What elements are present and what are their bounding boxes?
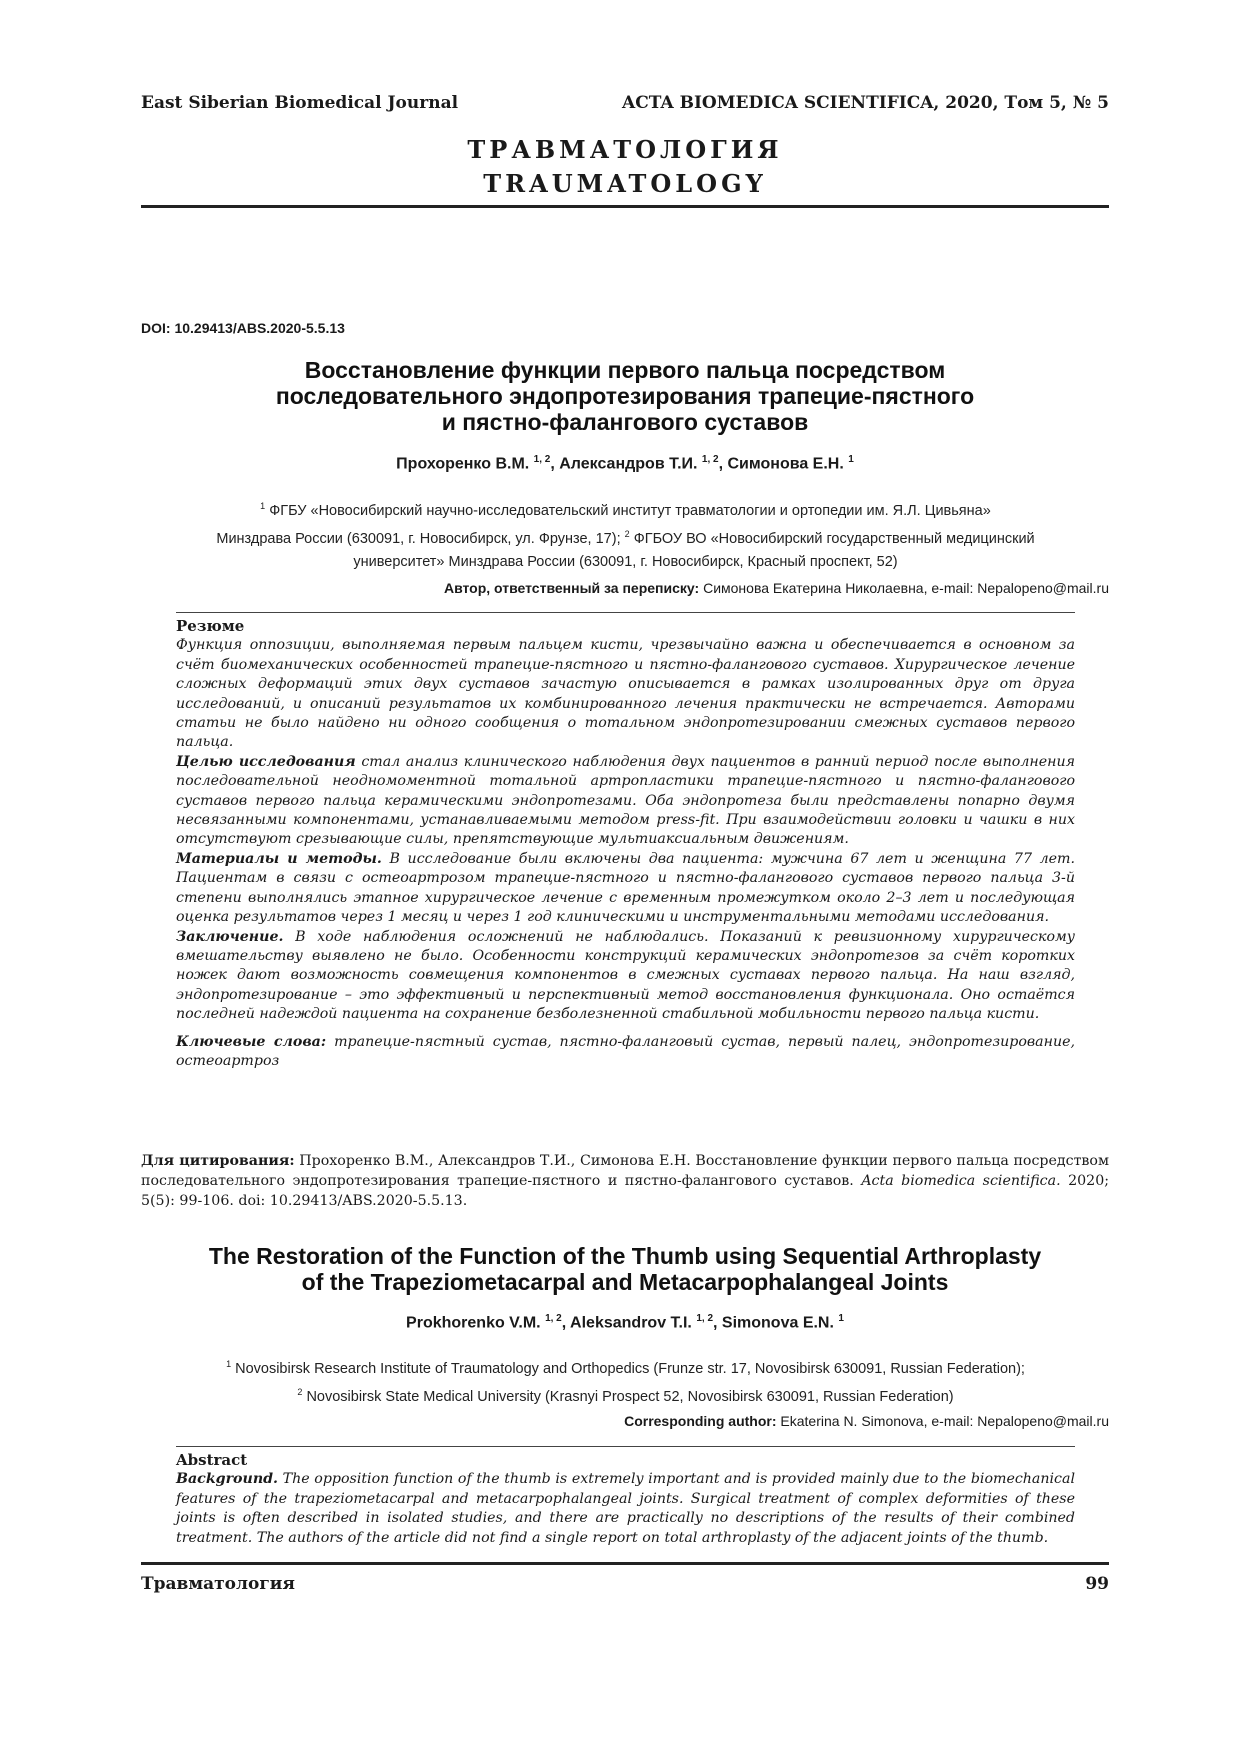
keywords-label: Ключевые слова: [176,1033,327,1050]
corr-text: Симонова Екатерина Николаевна, e-mail: Nepalopeno@mail.ru [703,580,1109,596]
author-name: Симонова Е.Н. [727,455,844,473]
abstract-en [176,1451,1075,1548]
running-header [141,93,1109,113]
affiliations-ru [160,495,1091,574]
corr-label: Автор, ответственный за переписку: [443,580,700,596]
abstract-paragraph: В исследование были включены два пациента: мужчина 67 лет и женщина 77 лет. Пациентам в связи с остеоартрозом трапецие-пястного и пястно-фалангового суставов первого пальца 3-й степени выполнялись этапное хирургическое лечение с временным промежутком около 2–3 лет и последующая оценка результатов через 1 месяц и через 1 год клиническими и инструментальными методами исследования. [176,850,1076,926]
affil-ref: 1 [226,1359,232,1369]
title-en-line: of the Trapeziometacarpal and Metacarpophalangeal Joints [301,1269,949,1295]
abstract-paragraph: стал анализ клинического наблюдения двух пациентов в ранний период после выполнения последовательной неодномоментной тотальной артропластики трапецие-пястного и пястно-фалангового суставов первого пальца керамическими эндопротезами. Оба эндопротеза были представлены попарно двумя несвязанными компонентами, устанавливаемыми методом press-fit. При взаимодействии головки и чашки в них отсутствуют срезывающие силы, препятствующие мультиаксиальным движениям. [176,753,1075,848]
affil-ref: 1 [260,501,266,511]
header-rule [141,205,1109,208]
abstract-label: Заключение. [176,928,284,945]
section-title-en: TRAUMATOLOGY [483,169,767,198]
authors-en: Prokhorenko V.M. $^{1, 2}$, Aleksandrov T.I. $^{1, 2}$, Simonova E.N. $^1$ [406,1313,844,1332]
title-en-line: The Restoration of the Function of the Thumb using Sequential Arthroplasty [208,1243,1042,1269]
corresponding-author-ru [444,580,1109,596]
author-name: Aleksandrov T.I. [570,1314,692,1332]
author-name: Александров Т.И. [559,455,698,473]
affil-ref: 2 [297,1386,303,1397]
abstract-paragraph: Функция оппозиции, выполняемая первым пальцем кисти, чрезвычайно важна и обеспечивается в основном за счёт биомеханических особенностей трапецие-пястного и пястно-фалангового суставов. Хирургическое лечение сложных деформаций этих двух суставов зачастую описывается в рамках изолированных друг от друга исследований, и описаний результатов их комбинированного лечения практически не встречается. Авторами статьи не было найдено ни одного сообщения о тотальном эндопротезировании смежных суставов первого пальца. [176,637,1075,751]
author-affil-ref: 1 [838,1313,844,1324]
title-ru-line: и пястно-фалангового суставов [441,409,809,435]
citation-label: Для цитирования: [141,1153,295,1169]
abstract-label: Целью исследования [176,753,356,770]
author-name: Прохоренко В.М. [396,455,530,473]
corr-text: Ekaterina N. Simonova, e-mail: Nepalopeno@mail.ru [780,1413,1109,1429]
corr-label: Corresponding author: [624,1413,777,1429]
abstract-label: Материалы и методы. [176,850,382,867]
affil-line: Минздрава России (630091, г. Новосибирск, ул. Фрунзе, 17); [216,530,621,547]
affil-line: Novosibirsk Research Institute of Traumatology and Orthopedics (Frunze str. 17, Novosibirsk 630091, Russian Federation); [235,1360,1025,1377]
author-affil-ref: 1, 2 [696,1313,714,1324]
citation-text: Прохоренко В.М., Александров Т.И., Симонова Е.Н. Восстановление функции первого пальца посредством последовательного эндопротезирования трапецие-пястного и пястно-фалангового суставов. [141,1153,1109,1189]
affiliations-en [160,1353,1091,1409]
abstract-label: Background. [176,1471,279,1488]
affil-line: ФГБУ «Новосибирский научно-исследовательский институт травматологии и ортопедии им. Я.Л. Цивьяна» [269,502,991,519]
title-ru-line: Восстановление функции первого пальца посредством [304,357,946,383]
citation-journal: Acta biomedica scientifica. [861,1173,1061,1189]
abstract-paragraph: The opposition function of the thumb is extremely important and is provided mainly due to the biomechanical features of the trapeziometacarpal and metacarpophalangeal joints. Surgical treatment of complex deformities of these joints is often described in isolated studies, and there are practically no descriptions of the results of their combined treatment. The authors of the article did not find a single report on total arthroplasty of the adjacent joints of the thumb. [176,1471,1075,1546]
footer-section: Травматология [141,1574,295,1594]
abstract-rule-top [176,612,1075,613]
footer-rule [141,1562,1109,1565]
abstract-rule-top [176,1446,1075,1447]
author-name: Prokhorenko V.M. [406,1314,541,1332]
section-title [141,133,1109,201]
author-affil-ref: 1 [848,454,854,465]
authors-ru: Прохоренко В.М. $^{1, 2}$, Александров Т.И. $^{1, 2}$, Симонова Е.Н. $^1$ [396,454,854,473]
page-number: 99 [1085,1574,1109,1594]
author-affil-ref: 1, 2 [533,454,551,465]
citation-text: 2020; 5(5): 99-106. doi: 10.29413/ABS.2020-5.5.13. [141,1173,1109,1209]
abstract-heading: Abstract [176,1451,248,1469]
affil-line: университет» Минздрава России (630091, г. Новосибирск, Красный проспект, 52) [353,553,898,570]
citation-block [141,1151,1109,1211]
author-affil-ref: 1, 2 [701,454,719,465]
journal-issue: ACTA BIOMEDICA SCIENTIFICA, 2020, Том 5, № 5 [622,93,1109,113]
journal-name-en: East Siberian Biomedical Journal [141,93,459,113]
abstract-paragraph: В ходе наблюдения осложнений не наблюдались. Показаний к ревизионному хирургическому вмешательству выявлено не было. Особенности конструкций керамических эндопротезов за счёт коротких ножек дают возможность совмещения компонентов в смежных суставах первого пальца. На наш взгляд, эндопротезирование – это эффективный и перспективный метод восстановления функционала. Оно остаётся последней надеждой пациента на сохранение безболезненной стабильной мобильности первого пальца кисти. [176,928,1075,1023]
affil-line: ФГБОУ ВО «Новосибирский государственный медицинский [633,530,1035,547]
title-ru-line: последовательного эндопротезирования трапецие-пястного [275,383,975,409]
section-title-ru: ТРАВМАТОЛОГИЯ [467,135,783,164]
author-affil-ref: 1, 2 [545,1313,562,1324]
author-name: Simonova E.N. [721,1314,834,1332]
keywords: трапецие-пястный сустав, пястно-фаланговый сустав, первый палец, эндопротезирование, остеоартроз [176,1033,1075,1069]
abstract-ru [176,617,1075,1071]
abstract-heading: Резюме [176,617,245,635]
affil-ref: 2 [624,528,630,539]
affil-line: Novosibirsk State Medical University (Krasnyi Prospect 52, Novosibirsk 630091, Russian Federation) [306,1388,954,1405]
article-title-ru [141,357,1109,435]
running-footer [141,1574,1109,1594]
corresponding-author-en [624,1413,1109,1429]
doi[interactable]: DOI: 10.29413/ABS.2020-5.5.13 [141,320,345,336]
article-title-en [141,1243,1109,1295]
